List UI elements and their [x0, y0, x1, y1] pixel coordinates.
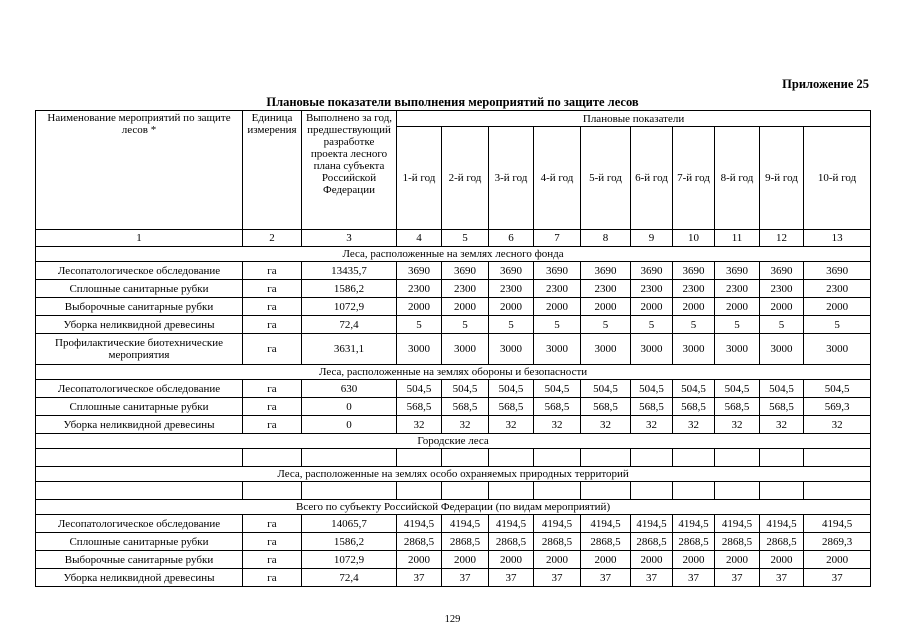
row-plan-value [489, 482, 534, 500]
year-header: 3-й год [489, 127, 534, 230]
row-done-value: 630 [302, 380, 397, 398]
row-name: Лесопатологическое обследование [36, 515, 243, 533]
row-plan-value: 3690 [715, 262, 760, 280]
row-done-value: 13435,7 [302, 262, 397, 280]
row-name: Уборка неликвидной древесины [36, 416, 243, 434]
appendix-label: Приложение 25 [782, 77, 869, 91]
row-done-value: 3631,1 [302, 334, 397, 365]
column-number: 3 [302, 230, 397, 247]
row-plan-value: 2868,5 [673, 533, 715, 551]
row-unit [243, 449, 302, 467]
row-plan-value [631, 449, 673, 467]
table-row [36, 280, 871, 298]
row-plan-value: 32 [760, 416, 804, 434]
table-row [36, 416, 871, 434]
row-plan-value: 3000 [760, 334, 804, 365]
row-plan-value: 5 [760, 316, 804, 334]
row-plan-value: 3000 [534, 334, 581, 365]
table-row [36, 380, 871, 398]
row-plan-value: 2868,5 [397, 533, 442, 551]
row-plan-value: 2868,5 [489, 533, 534, 551]
column-number-row [36, 230, 871, 247]
row-plan-value: 37 [715, 569, 760, 587]
row-plan-value: 2000 [631, 298, 673, 316]
year-header: 6-й год [631, 127, 673, 230]
row-plan-value: 568,5 [489, 398, 534, 416]
table-row [36, 298, 871, 316]
row-plan-value: 568,5 [442, 398, 489, 416]
row-plan-value: 5 [442, 316, 489, 334]
row-plan-value: 568,5 [397, 398, 442, 416]
row-plan-value [631, 482, 673, 500]
row-plan-value: 2000 [715, 551, 760, 569]
row-unit: га [243, 380, 302, 398]
row-plan-value: 2300 [397, 280, 442, 298]
row-plan-value: 3000 [581, 334, 631, 365]
row-plan-value [442, 482, 489, 500]
row-done-value: 0 [302, 416, 397, 434]
header-name: Наименование мероприятий по защите лесов * [36, 111, 243, 230]
row-plan-value: 2000 [442, 298, 489, 316]
row-plan-value: 4194,5 [534, 515, 581, 533]
row-plan-value: 4194,5 [581, 515, 631, 533]
row-plan-value: 504,5 [534, 380, 581, 398]
column-number: 1 [36, 230, 243, 247]
row-done-value: 1586,2 [302, 533, 397, 551]
row-name: Выборочные санитарные рубки [36, 551, 243, 569]
row-name: Выборочные санитарные рубки [36, 298, 243, 316]
row-plan-value: 2300 [442, 280, 489, 298]
row-name: Сплошные санитарные рубки [36, 280, 243, 298]
row-plan-value: 4194,5 [673, 515, 715, 533]
row-plan-value: 2000 [631, 551, 673, 569]
section-title: Всего по субъекту Российской Федерации (по видам мероприятий) [36, 500, 871, 515]
section-title: Городские леса [36, 434, 871, 449]
row-done-value: 72,4 [302, 316, 397, 334]
section-title: Леса, расположенные на землях лесного фонда [36, 247, 871, 262]
row-plan-value [534, 482, 581, 500]
row-plan-value: 2868,5 [442, 533, 489, 551]
row-plan-value [442, 449, 489, 467]
table-row [36, 569, 871, 587]
row-plan-value: 504,5 [760, 380, 804, 398]
row-plan-value: 2000 [760, 551, 804, 569]
row-plan-value: 2000 [581, 551, 631, 569]
page-number: 129 [444, 614, 461, 625]
column-number: 12 [760, 230, 804, 247]
row-plan-value: 5 [804, 316, 871, 334]
row-plan-value: 2300 [631, 280, 673, 298]
row-plan-value: 4194,5 [804, 515, 871, 533]
row-plan-value [804, 449, 871, 467]
row-plan-value: 2868,5 [631, 533, 673, 551]
row-plan-value: 2300 [760, 280, 804, 298]
row-plan-value: 2000 [397, 551, 442, 569]
year-header: 9-й год [760, 127, 804, 230]
row-plan-value: 5 [534, 316, 581, 334]
row-plan-value: 504,5 [631, 380, 673, 398]
row-plan-value: 3000 [489, 334, 534, 365]
column-number: 13 [804, 230, 871, 247]
row-plan-value [804, 482, 871, 500]
row-plan-value: 2000 [673, 298, 715, 316]
row-plan-value: 2000 [673, 551, 715, 569]
row-plan-value [581, 482, 631, 500]
row-plan-value: 32 [489, 416, 534, 434]
row-plan-value: 2000 [760, 298, 804, 316]
row-done-value: 1586,2 [302, 280, 397, 298]
section-row [36, 500, 871, 515]
table-row [36, 262, 871, 280]
row-done-value: 14065,7 [302, 515, 397, 533]
header-unit: Единица измерения [243, 111, 302, 230]
table-row [36, 533, 871, 551]
row-plan-value: 32 [442, 416, 489, 434]
row-plan-value: 37 [397, 569, 442, 587]
row-plan-value: 3690 [760, 262, 804, 280]
row-plan-value: 2300 [581, 280, 631, 298]
row-plan-value: 2300 [673, 280, 715, 298]
row-plan-value: 37 [489, 569, 534, 587]
year-header: 8-й год [715, 127, 760, 230]
row-plan-value: 2000 [397, 298, 442, 316]
row-done-value: 72,4 [302, 569, 397, 587]
row-name: Профилактические биотехнические мероприятия [36, 334, 243, 365]
row-plan-value: 4194,5 [631, 515, 673, 533]
row-plan-value: 3000 [804, 334, 871, 365]
row-plan-value: 568,5 [760, 398, 804, 416]
row-plan-value: 504,5 [673, 380, 715, 398]
row-plan-value: 2000 [534, 298, 581, 316]
row-plan-value: 568,5 [715, 398, 760, 416]
row-plan-value: 2000 [804, 551, 871, 569]
row-plan-value: 504,5 [581, 380, 631, 398]
row-plan-value: 2869,3 [804, 533, 871, 551]
row-plan-value: 504,5 [804, 380, 871, 398]
row-plan-value: 4194,5 [489, 515, 534, 533]
row-done-value [302, 449, 397, 467]
row-plan-value: 3690 [442, 262, 489, 280]
row-plan-value: 32 [673, 416, 715, 434]
year-header: 5-й год [581, 127, 631, 230]
row-plan-value: 3000 [397, 334, 442, 365]
row-done-value [302, 482, 397, 500]
row-plan-value: 5 [397, 316, 442, 334]
table-row [36, 316, 871, 334]
row-plan-value: 2000 [804, 298, 871, 316]
row-unit: га [243, 334, 302, 365]
row-plan-value: 37 [534, 569, 581, 587]
row-plan-value [715, 449, 760, 467]
table-row [36, 449, 871, 467]
row-plan-value: 5 [715, 316, 760, 334]
row-name: Сплошные санитарные рубки [36, 533, 243, 551]
column-number: 6 [489, 230, 534, 247]
row-plan-value: 3690 [397, 262, 442, 280]
row-plan-value: 2868,5 [760, 533, 804, 551]
row-plan-value [397, 449, 442, 467]
document-title: Плановые показатели выполнения мероприятий по защите лесов [266, 95, 639, 109]
row-plan-value [760, 449, 804, 467]
row-plan-value [760, 482, 804, 500]
row-plan-value [581, 449, 631, 467]
column-number: 2 [243, 230, 302, 247]
row-name: Уборка неликвидной древесины [36, 569, 243, 587]
row-plan-value [673, 482, 715, 500]
row-unit: га [243, 280, 302, 298]
row-plan-value: 3690 [534, 262, 581, 280]
row-plan-value: 2000 [489, 551, 534, 569]
row-plan-value: 4194,5 [397, 515, 442, 533]
row-name: Лесопатологическое обследование [36, 262, 243, 280]
year-header: 10-й год [804, 127, 871, 230]
section-row [36, 365, 871, 380]
row-unit: га [243, 533, 302, 551]
year-header: 2-й год [442, 127, 489, 230]
row-plan-value: 3690 [804, 262, 871, 280]
row-plan-value: 3690 [631, 262, 673, 280]
row-plan-value: 32 [581, 416, 631, 434]
row-plan-value: 3690 [489, 262, 534, 280]
column-number: 8 [581, 230, 631, 247]
section-title: Леса, расположенные на землях особо охраняемых природных территорий [36, 467, 871, 482]
row-plan-value: 32 [715, 416, 760, 434]
row-plan-value: 3000 [631, 334, 673, 365]
row-unit [243, 482, 302, 500]
row-unit: га [243, 569, 302, 587]
row-plan-value: 2000 [581, 298, 631, 316]
row-plan-value: 32 [534, 416, 581, 434]
row-plan-value: 5 [581, 316, 631, 334]
row-plan-value: 2868,5 [715, 533, 760, 551]
row-plan-value: 37 [581, 569, 631, 587]
row-plan-value: 568,5 [534, 398, 581, 416]
row-plan-value: 5 [489, 316, 534, 334]
table-body [36, 230, 871, 587]
row-plan-value: 3690 [581, 262, 631, 280]
row-plan-value: 504,5 [715, 380, 760, 398]
row-plan-value: 32 [397, 416, 442, 434]
section-row [36, 434, 871, 449]
section-title: Леса, расположенные на землях обороны и безопасности [36, 365, 871, 380]
row-plan-value: 568,5 [631, 398, 673, 416]
row-unit: га [243, 398, 302, 416]
row-plan-value [397, 482, 442, 500]
table-row [36, 551, 871, 569]
row-plan-value: 504,5 [489, 380, 534, 398]
header-done: Выполнено за год, предшествующий разработке проекта лесного плана субъекта Российской Федерации [302, 111, 397, 230]
row-plan-value: 2300 [489, 280, 534, 298]
row-name [36, 482, 243, 500]
column-number: 5 [442, 230, 489, 247]
row-plan-value: 4194,5 [442, 515, 489, 533]
row-plan-value: 4194,5 [760, 515, 804, 533]
row-plan-value: 5 [673, 316, 715, 334]
row-name [36, 449, 243, 467]
row-plan-value: 2000 [489, 298, 534, 316]
row-plan-value: 2300 [534, 280, 581, 298]
row-plan-value: 2000 [715, 298, 760, 316]
row-plan-value: 2000 [442, 551, 489, 569]
row-plan-value: 2868,5 [534, 533, 581, 551]
row-done-value: 1072,9 [302, 551, 397, 569]
row-plan-value: 568,5 [581, 398, 631, 416]
row-plan-value: 2300 [715, 280, 760, 298]
column-number: 10 [673, 230, 715, 247]
row-plan-value: 37 [804, 569, 871, 587]
section-row [36, 467, 871, 482]
row-unit: га [243, 551, 302, 569]
row-unit: га [243, 262, 302, 280]
table-row [36, 334, 871, 365]
row-done-value: 0 [302, 398, 397, 416]
row-plan-value: 569,3 [804, 398, 871, 416]
row-plan-value: 37 [673, 569, 715, 587]
row-name: Лесопатологическое обследование [36, 380, 243, 398]
year-header: 1-й год [397, 127, 442, 230]
row-plan-value: 2868,5 [581, 533, 631, 551]
column-number: 7 [534, 230, 581, 247]
column-number: 4 [397, 230, 442, 247]
year-header: 4-й год [534, 127, 581, 230]
row-plan-value: 3000 [715, 334, 760, 365]
row-plan-value: 5 [631, 316, 673, 334]
row-plan-value: 2000 [534, 551, 581, 569]
row-plan-value: 504,5 [397, 380, 442, 398]
row-unit: га [243, 298, 302, 316]
table-row [36, 515, 871, 533]
row-plan-value: 32 [804, 416, 871, 434]
plan-table [35, 110, 871, 587]
row-plan-value: 504,5 [442, 380, 489, 398]
row-plan-value: 568,5 [673, 398, 715, 416]
row-plan-value: 37 [760, 569, 804, 587]
row-unit: га [243, 316, 302, 334]
row-plan-value: 37 [442, 569, 489, 587]
table-row [36, 482, 871, 500]
row-plan-value [534, 449, 581, 467]
column-number: 9 [631, 230, 673, 247]
row-unit: га [243, 416, 302, 434]
row-plan-value: 37 [631, 569, 673, 587]
table-row [36, 398, 871, 416]
row-plan-value: 3000 [442, 334, 489, 365]
row-plan-value [715, 482, 760, 500]
row-plan-value: 3690 [673, 262, 715, 280]
row-done-value: 1072,9 [302, 298, 397, 316]
section-row [36, 247, 871, 262]
row-plan-value: 2300 [804, 280, 871, 298]
row-plan-value [673, 449, 715, 467]
column-number: 11 [715, 230, 760, 247]
row-plan-value [489, 449, 534, 467]
header-plan: Плановые показатели [397, 111, 871, 127]
row-plan-value: 3000 [673, 334, 715, 365]
row-name: Уборка неликвидной древесины [36, 316, 243, 334]
row-unit: га [243, 515, 302, 533]
row-name: Сплошные санитарные рубки [36, 398, 243, 416]
year-header: 7-й год [673, 127, 715, 230]
row-plan-value: 4194,5 [715, 515, 760, 533]
row-plan-value: 32 [631, 416, 673, 434]
